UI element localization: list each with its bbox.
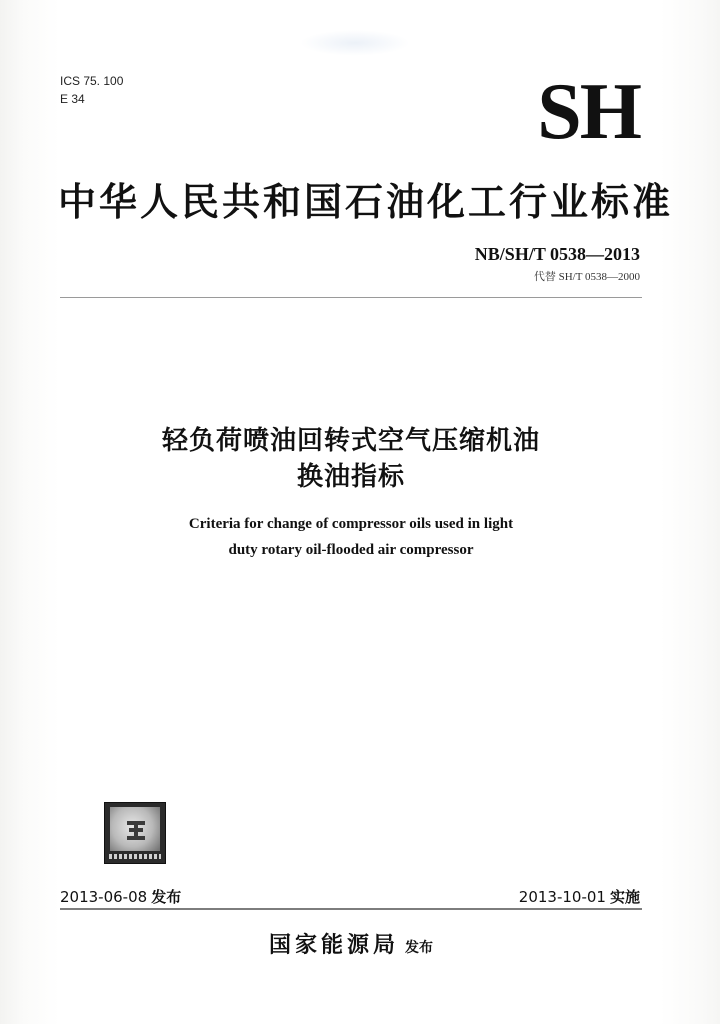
seal-emblem xyxy=(110,807,160,851)
standard-category-title: 中华人民共和国石油化工行业标准 xyxy=(58,180,674,224)
issue-date-block xyxy=(60,886,181,907)
issuer-action: 发布 xyxy=(405,940,433,956)
implement-date: 2013-10-01 xyxy=(518,888,606,906)
issue-label: 发布 xyxy=(151,888,182,906)
seal-glyph-icon xyxy=(124,817,148,843)
ccs-code: E 34 xyxy=(60,92,85,106)
header-divider xyxy=(60,297,642,298)
footer-divider xyxy=(60,908,642,910)
issuer-line xyxy=(60,928,642,959)
document-title-cn-line2: 换油指标 xyxy=(296,462,405,492)
document-title-en-line2: duty rotary oil-flooded air compressor xyxy=(228,542,474,558)
standard-number: NB/SH/T 0538—2013 xyxy=(474,244,640,264)
implement-label: 实施 xyxy=(609,888,640,906)
publisher-seal-icon xyxy=(104,802,166,864)
implement-date-block xyxy=(519,886,640,907)
classification-codes xyxy=(60,72,123,108)
seal-caption xyxy=(109,854,161,859)
ics-code: ICS 75. 100 xyxy=(60,74,124,88)
document-title-en-line1: Criteria for change of compressor oils used in light xyxy=(188,516,514,532)
issuer-org: 国家能源局 xyxy=(268,933,399,958)
replaces-standard: 代替 SH/T 0538—2000 xyxy=(533,271,640,283)
scan-artifact xyxy=(300,30,410,56)
issue-date: 2013-06-08 xyxy=(60,888,148,906)
document-title-cn-line1: 轻负荷喷油回转式空气压缩机油 xyxy=(161,426,540,456)
sh-logo: SH xyxy=(537,68,640,156)
